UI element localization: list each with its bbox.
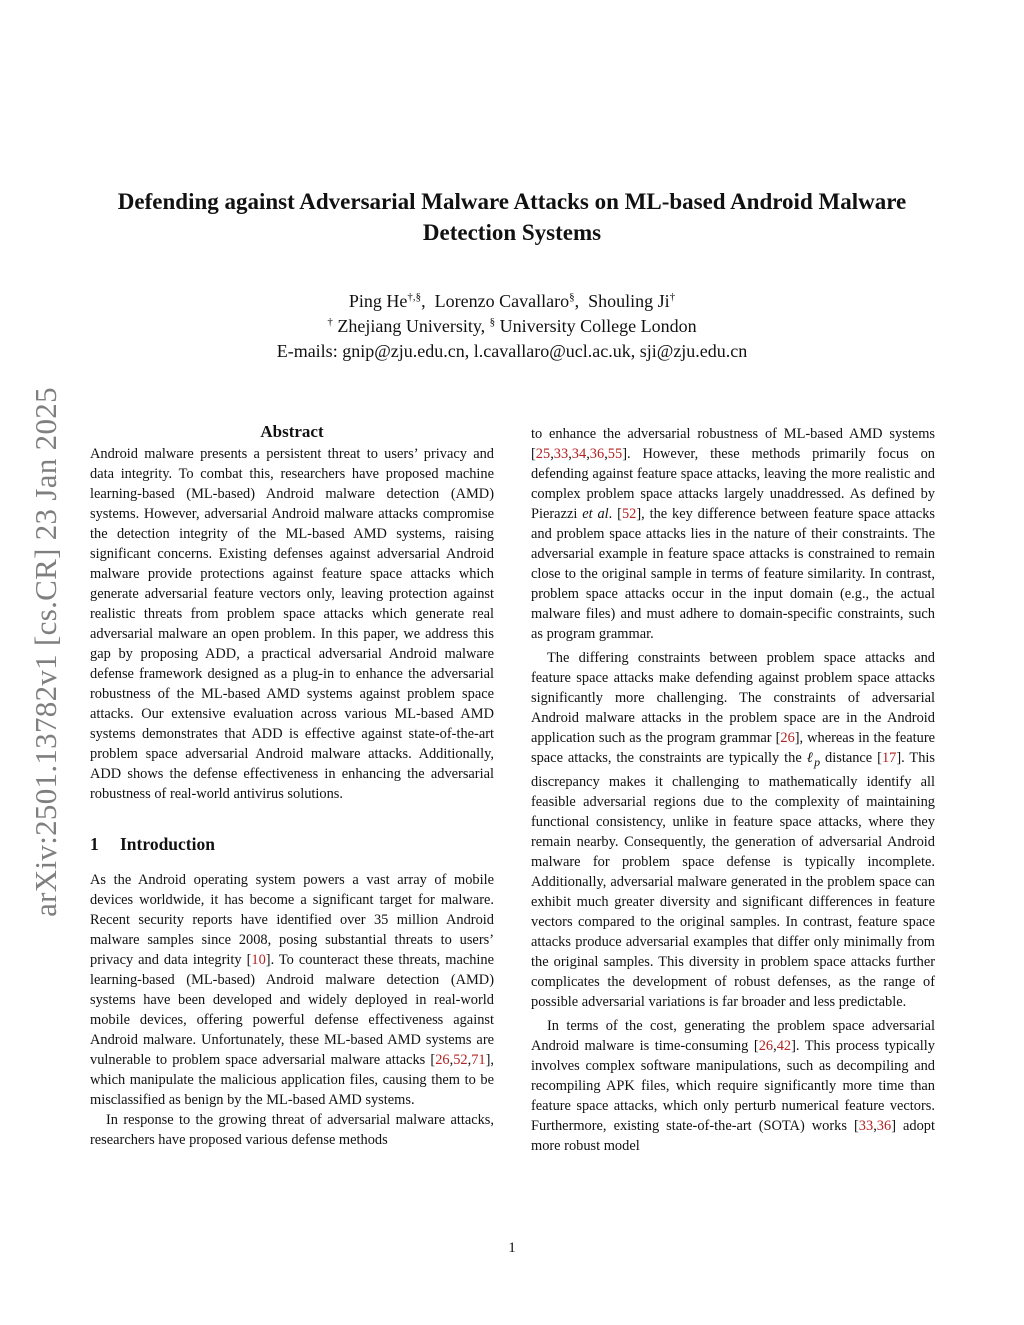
author-name: Lorenzo Cavallaro [434,291,570,311]
body-paragraph: In terms of the cost, generating the problem space adversarial Android malware is time-consuming [26,42]. This process typically involves complex software manipulations, such as decompiling and recompiling APK files, which require significantly more time than feature space attacks, which only perturb numerical feature vectors. Furthermore, existing state-of-the-art (SOTA) works [33,36] adopt more robust model [531,1017,935,1154]
left-column [90,420,494,1150]
author-affiliation-mark: † [669,291,676,303]
paragraph-text: distance [ [820,750,882,766]
section-title: Introduction [120,834,215,854]
paragraph-text: The differing constraints between problem space attacks and feature space attacks make defending against problem space attacks significantly more challenging. The constraints of adversarial Android malware attacks in the problem space are in the Android application such as the program grammar [ [531,650,935,746]
citation-link[interactable]: 52 [453,1052,468,1068]
author-affiliation-mark: †,§ [407,291,422,303]
citation-link[interactable]: 42 [776,1037,792,1054]
citation-link[interactable]: 34 [571,446,587,462]
body-paragraph [531,648,935,1012]
affiliation: Zhejiang University, [337,316,486,336]
paragraph-text: In terms of the cost, generating the problem space adversarial Android malware is time-consuming [ [531,1017,935,1054]
arxiv-identifier: arXiv:2501.13782v1 [cs.CR] 23 Jan 2025 [28,387,63,917]
author-names: Ping He†,§, Lorenzo Cavallaro§, Shouling Ji† [348,291,676,311]
abstract-text: Android malware presents a persistent threat to users’ privacy and data integrity. To combat this, researchers have proposed machine learning-based (ML-based) Android malware detection (AMD) systems. However, adversarial Android malware attacks compromise the detection integrity of the ML-based AMD systems, raising significant concerns. Existing defenses against adversarial Android malware provide protections against feature space attacks which generate adversarial feature vectors only, leaving protection against realistic threats from problem space attacks which generate real adversarial malware an open problem. In this paper, we address this gap by proposing ADD, a practical adversarial Android malware defense framework designed as a plug-in to enhance the adversarial robustness of the ML-based AMD systems against problem space attacks. Our extensive evaluation across various ML-based AMD systems demonstrates that ADD is effective against state-of-the-art problem space adversarial Android malware attacks. Additionally, ADD shows the defense effectiveness in enhancing the adversarial robustness of real-world antivirus solutions. [90,446,494,802]
author-affiliation-mark: § [569,291,575,303]
affiliation-mark: § [489,316,496,328]
author-block [80,289,944,364]
paper-title: Defending against Adversarial Malware Attacks on ML-based Android Malware Detection Systems [117,189,907,245]
paragraph-text: ]. To counteract these threats, machine learning-based (ML-based) Android malware detection (AMD) systems have been developed and widely deployed in real-world mobile devices, offering powerful defense effectiveness against Android malware. Unfortunately, these ML-based AMD systems are vulnerable to problem space adversarial malware attacks [ [90,952,494,1068]
affiliation: University College London [499,316,697,336]
body-paragraph: to enhance the adversarial robustness of ML-based AMD systems [25,33,34,36,55]. However, these methods primarily focus on defending against feature space attacks, leaving the more realistic and complex problem space attacks largely unaddressed. As defined by Pierazzi et al. [52], the key difference between feature space attacks and problem space attacks lies in the nature of their constraints. The adversarial example in feature space attacks is constrained to remain close to the original sample in terms of feature similarity. In contrast, problem space attacks occur in the input domain (e.g., the actual malware files) and must adhere to domain-specific constraints, such as program grammar. [531,426,935,642]
lp-norm-symbol: ℓ [806,750,815,766]
affiliation-mark: † [327,316,333,328]
citation-link[interactable]: 26 [758,1037,774,1054]
citation-link[interactable]: 25 [535,446,551,462]
page-number: 1 [508,1240,516,1256]
paragraph-text: ]. However, these methods primarily focus on defending against feature space attacks, leaving the more realistic and complex problem space attacks largely unaddressed. As defined by Pierazzi [531,446,935,522]
lp-norm-subscript: p [814,754,821,769]
intro-paragraph: In response to the growing threat of adversarial malware attacks, researchers have proposed various defense methods [90,1112,494,1148]
paragraph-text: ]. This process typically involves complex software manipulations, such as decompiling and recompiling APK files, which require significantly more time than feature space attacks, which only perturb numerical feature vectors. Furthermore, existing state-of-the-art (SOTA) works [ [531,1037,935,1134]
citation-link[interactable]: 10 [251,952,266,968]
citation-link[interactable]: 26 [435,1052,450,1068]
right-column [531,424,935,1156]
et-al: et al [582,506,609,522]
intro-paragraph: As the Android operating system powers a vast array of mobile devices worldwide, it has become a significant target for malware. Recent security reports have identified over 35 million Android malware samples since 2008, posing substantial threats to users’ privacy and data integrity [10]. To counteract these threats, machine learning-based (ML-based) Android malware detection (AMD) systems have been developed and widely deployed in real-world mobile devices, offering powerful defense effectiveness against Android malware. Unfortunately, these ML-based AMD systems are vulnerable to problem space adversarial malware attacks [26,52,71], which manipulate the malicious application files, causing them to be misclassified as benign by the ML-based AMD systems. [90,872,494,1108]
citation-link[interactable]: 33 [553,446,569,462]
citation-link[interactable]: 52 [621,506,637,522]
author-emails: E-mails: gnip@zju.edu.cn, l.cavallaro@ucl.ac.uk, sji@zju.edu.cn [276,341,748,361]
paragraph-text: ] adopt more robust model [531,1117,935,1154]
paragraph-text: As the Android operating system powers a vast array of mobile devices worldwide, it has become a significant target for malware. Recent security reports have identified over 35 million Android malware samples since 2008, posing substantial threats to users’ privacy and data integrity [ [90,872,494,968]
paragraph-text: . [ [608,506,622,522]
abstract-heading: Abstract [260,422,324,441]
citation-link[interactable]: 33 [858,1117,874,1134]
paragraph-text: ], whereas in the feature space attacks, the constraints are typically the [531,730,936,766]
citation-link[interactable]: 55 [607,446,623,462]
citation-link[interactable]: 36 [876,1117,892,1134]
citation-link[interactable]: 26 [780,730,795,746]
paragraph-text: ], the key difference between feature space attacks and problem space attacks lies in the nature of their constraints. The adversarial example in feature space attacks is constrained to remain close to the original sample in terms of feature similarity. In contrast, problem space attacks occur in the input domain (e.g., the actual malware files) and must adhere to domain-specific constraints, such as program grammar. [531,506,935,642]
paragraph-text: to enhance the adversarial robustness of ML-based AMD systems [ [531,426,935,462]
section-number: 1 [90,834,99,854]
author-name: Shouling Ji [588,291,670,311]
author-name: Ping He [348,291,408,311]
paragraph-text: ]. This discrepancy makes it challenging to mathematically identify all feasible adversarial regions due to the complexity of maintaining functional consistency, unlike in feature space attacks, where they remain nearby. Consequently, the generation of adversarial Android malware for problem space defense is typically incomplete. Additionally, adversarial malware generated in the problem space can exhibit much greater diversity and significant differences in feature vectors compared to the original samples. In contrast, feature space attacks produce adversarial examples that differ only minimally from the original samples. This diversity in problem space attacks further complicates the development of robust defenses, as the range of possible adversarial variations is far broader and less predictable. [531,750,936,1010]
paragraph-text: ], which manipulate the malicious application files, causing them to be misclassified as benign by the ML-based AMD systems. [90,1052,494,1108]
citation-link[interactable]: 17 [881,750,897,766]
citation-link[interactable]: 71 [471,1052,486,1068]
section-heading [90,832,494,856]
citation-link[interactable]: 36 [589,446,605,462]
affiliations [80,314,944,339]
